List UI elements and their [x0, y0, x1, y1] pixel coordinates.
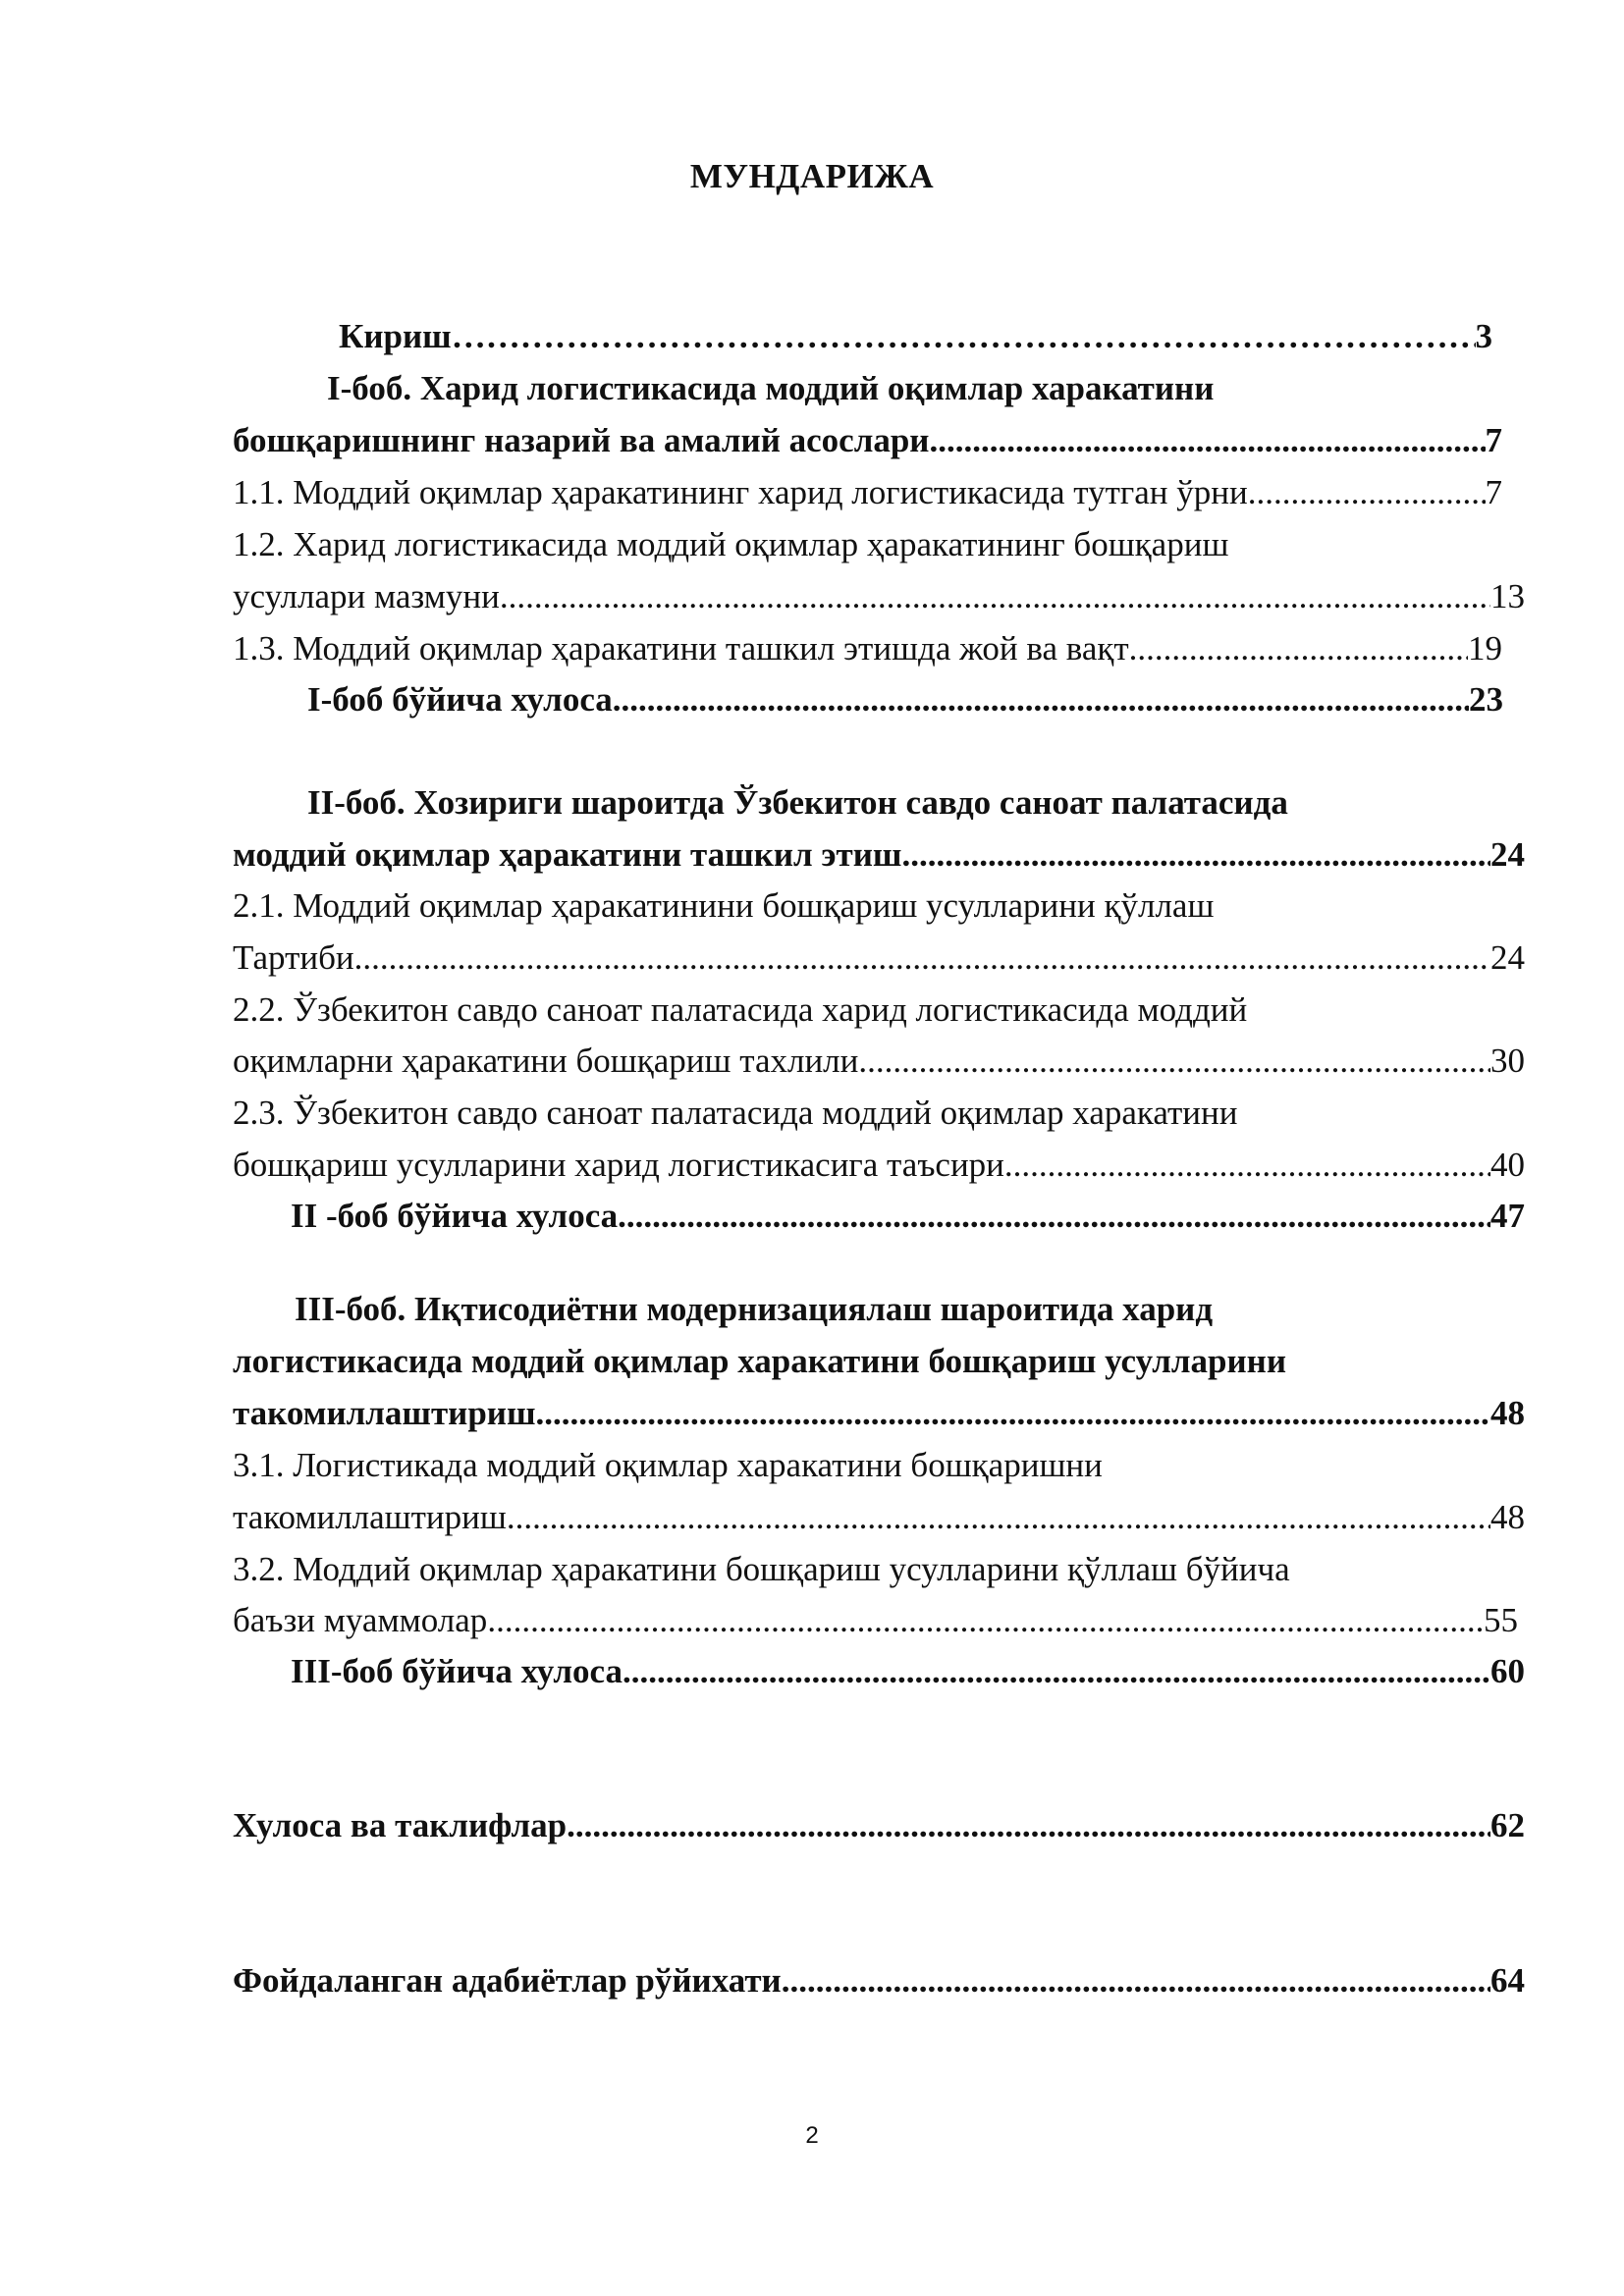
toc-page-number: 3	[1475, 317, 1492, 355]
leader-dots	[618, 1191, 1490, 1242]
leader-dots	[500, 571, 1490, 622]
leader-dots	[858, 1036, 1490, 1087]
toc-chapter-2-conclusion	[291, 1191, 1525, 1242]
leader-dots	[354, 933, 1490, 984]
toc-entry-text: Кириш	[339, 317, 452, 355]
leader-dots	[567, 1800, 1490, 1851]
toc-entry-text: Тартиби	[233, 938, 354, 977]
toc-chapter-2-title: II-боб. Хозириги шароитда Ўзбекитон савдо саноат палатасида	[307, 783, 1288, 822]
leader-dots	[536, 1388, 1490, 1439]
leader-dots	[929, 415, 1485, 466]
toc-section-2-1	[233, 933, 1525, 984]
toc-entry-text: Фойдаланган адабиётлар рўйихати	[233, 1961, 782, 2000]
leader-dots	[623, 1646, 1490, 1697]
toc-page-number: 47	[1490, 1197, 1525, 1235]
toc-section-1-2	[233, 571, 1525, 622]
toc-chapter-3-conclusion	[291, 1646, 1525, 1697]
toc-entry-text: I-боб бўйича хулоса	[307, 680, 613, 719]
toc-page-number: 55	[1484, 1601, 1518, 1639]
toc-chapter-1-entry	[233, 415, 1502, 466]
toc-entry-text: 1.3. Моддий оқимлар ҳаракатини ташкил этишда жой ва вақт	[233, 629, 1129, 667]
leader-dots	[1129, 623, 1468, 674]
toc-page-number: 30	[1490, 1041, 1525, 1080]
toc-chapter-1-conclusion	[307, 674, 1503, 725]
leader-dots	[507, 1492, 1490, 1543]
leader-dots	[1248, 467, 1486, 518]
toc-entry-text: оқимларни ҳаракатини бошқариш тахлили	[233, 1041, 859, 1080]
toc-entry-intro	[339, 311, 1492, 362]
toc-page-number: 7	[1485, 473, 1502, 511]
toc-section-3-2	[233, 1595, 1518, 1646]
toc-section-2-3	[233, 1140, 1525, 1191]
toc-entry-text: III-боб бўйича хулоса	[291, 1652, 623, 1690]
toc-page-number: 64	[1490, 1961, 1525, 2000]
page-number: 2	[805, 2122, 819, 2149]
toc-chapter-3-title-line2: логистикасида моддий оқимлар харакатини бошқариш усулларини	[233, 1342, 1286, 1380]
page-title: МУНДАРИЖА	[689, 157, 935, 195]
toc-chapter-1-title: I-боб. Харид логистикасида моддий оқимлар харакатини	[327, 369, 1215, 407]
leader-dots	[901, 829, 1490, 881]
toc-entry-text: Хулоса ва таклифлар	[233, 1806, 568, 1844]
toc-chapter-2-entry	[233, 829, 1525, 881]
toc-page-number: 62	[1490, 1806, 1525, 1844]
toc-section-2-1-line1: 2.1. Моддий оқимлар ҳаракатинини бошқариш усулларини қўллаш	[233, 886, 1215, 925]
toc-section-1-3	[233, 623, 1502, 674]
toc-section-2-2	[233, 1036, 1525, 1087]
toc-entry-text: моддий оқимлар ҳаракатини ташкил этиш	[233, 835, 902, 874]
toc-entry-text: бошқариш усулларини харид логистикасига таъсири	[233, 1146, 1004, 1184]
toc-page-number: 13	[1490, 577, 1525, 615]
toc-section-3-2-line1: 3.2. Моддий оқимлар ҳаракатини бошқариш усулларини қўллаш бўйича	[233, 1550, 1290, 1588]
leader-dots	[613, 674, 1469, 725]
toc-page-number: 48	[1490, 1498, 1525, 1536]
toc-references	[233, 1955, 1525, 2006]
leader-dots	[487, 1595, 1484, 1646]
toc-entry-text: II -боб бўйича хулоса	[291, 1197, 619, 1235]
toc-chapter-3-entry	[233, 1388, 1525, 1439]
toc-entry-text: бошқаришнинг назарий ва амалий асослари	[233, 421, 930, 459]
toc-page-number: 60	[1490, 1652, 1525, 1690]
toc-page-number: 24	[1490, 938, 1525, 977]
toc-page-number: 23	[1469, 680, 1503, 719]
toc-summary	[233, 1800, 1525, 1851]
toc-entry-text: такомиллаштириш	[233, 1394, 536, 1432]
toc-page-number: 48	[1490, 1394, 1525, 1432]
toc-section-2-3-line1: 2.3. Ўзбекитон савдо саноат палатасида моддий оқимлар харакатини	[233, 1094, 1238, 1132]
toc-section-3-1	[233, 1492, 1525, 1543]
toc-chapter-3-title-line1: III-боб. Иқтисодиётни модернизациялаш шароитида харид	[295, 1290, 1214, 1328]
toc-section-1-1	[233, 467, 1502, 518]
toc-section-2-2-line1: 2.2. Ўзбекитон савдо саноат палатасида харид логистикасида моддий	[233, 990, 1248, 1029]
leader-dots	[452, 311, 1476, 362]
leader-dots	[1004, 1140, 1490, 1191]
toc-page-number: 7	[1485, 421, 1502, 459]
toc-page-number: 24	[1490, 835, 1525, 874]
toc-section-1-2-line1: 1.2. Харид логистикасида моддий оқимлар ҳаракатининг бошқариш	[233, 525, 1229, 563]
toc-entry-text: баъзи муаммолар	[233, 1601, 488, 1639]
toc-section-3-1-line1: 3.1. Логистикада моддий оқимлар харакатини бошқаришни	[233, 1446, 1103, 1484]
toc-entry-text: такомиллаштириш	[233, 1498, 507, 1536]
toc-entry-text: 1.1. Моддий оқимлар ҳаракатининг харид логистикасида тутган ўрни	[233, 473, 1248, 511]
toc-page-number: 40	[1490, 1146, 1525, 1184]
toc-page-number: 19	[1468, 629, 1502, 667]
toc-entry-text: усуллари мазмуни	[233, 577, 500, 615]
leader-dots	[782, 1955, 1490, 2006]
